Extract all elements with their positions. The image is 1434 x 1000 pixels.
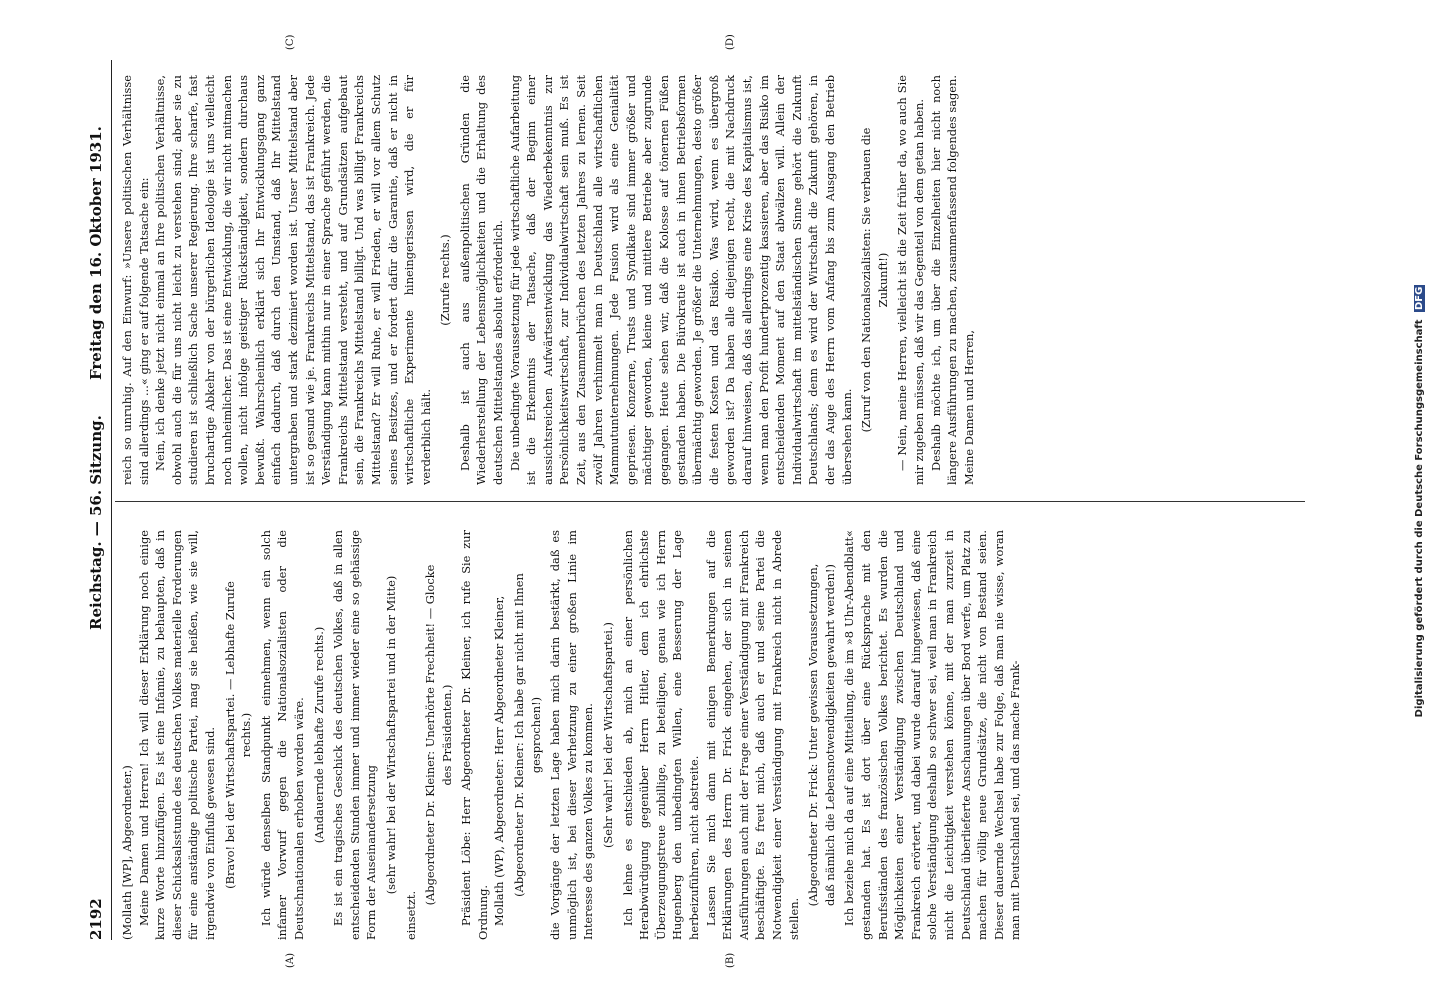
margin-mark: (C) xyxy=(285,34,296,50)
paragraph: Deshalb ist auch aus außenpolitischen Gründen die Wiederherstellung der Lebensmöglichkeiten und die Erhaltung des deutschen Mittelstandes absolut erforderlich. xyxy=(457,75,506,485)
paragraph: — Nein, meine Herren, vielleicht ist die Zeit früher da, wo auch Sie mir zugeben müssen, daß wir das Gegenteil von dem getan haben. xyxy=(895,75,926,485)
header-rule xyxy=(111,60,112,940)
rotated-page xyxy=(85,34,1325,968)
interjection: (Abgeordneter Dr. Kleiner: Ich habe gar nicht mit Ihnen gesprochen!) xyxy=(512,573,543,897)
interjection: (Andauernde lebhafte Zurufe rechts.) xyxy=(311,626,326,844)
margin-mark: (D) xyxy=(725,34,736,50)
header-center: Reichstag. — 56. Sitzung. xyxy=(87,415,105,630)
interjection: (Abgeordneter Dr. Frick: Unter gewissen Voraussetzungen, daß nämlich die Lebensnotwendigkeiten gewahrt werden!) xyxy=(806,563,837,907)
paragraph: Ich lehne es entschieden ab, mich an einer persönlichen Herabwürdigung gegenüber Herrn Hitler, dem ich ehrlichste Überzeugungstreue zubillige, zu beteiligen, genau wie ich Herrn Hugenberg den unbedingten Willen, eine Besserung der Lage herbeizuführen, nicht abstreite. xyxy=(620,530,701,940)
interjection: (Zurufe rechts.) xyxy=(438,234,453,326)
interjection: (Sehr wahr! bei der Wirtschaftspartei.) xyxy=(601,621,616,849)
dfg-logo: DFG xyxy=(1414,286,1425,310)
paragraph: Meine Damen und Herren! Ich will dieser Erklärung noch einige kurze Worte hinzufügen. Es ist eine Infamie, zu behaupten, daß in dieser Schicksalsstunde des deutschen Volkes materielle Forderungen für eine anständige politische Partei, mag sie heißen, wie sie will, irgendwie von Einfluß gewesen sind. xyxy=(136,530,217,940)
paragraph: Präsident Löbe: Herr Abgeordneter Dr. Kleiner, ich rufe Sie zur Ordnung. xyxy=(459,530,490,940)
paragraph: Ich beziehe mich da auf eine Mitteilung, die im »8 Uhr-Abendblatt« gestanden hat. Es ist dort über eine Rücksprache mit den Berufsständen des französischen Volkes berichtet. Es wurden die Möglichkeiten einer Verständigung zwischen Deutschland und Frankreich erörtert, und dabei wurde darauf hingewiesen, daß eine solche Verständigung deshalb so schwer sei, weil man in Frankreich nicht die Leichtigkeit verstehen könne, mit der man zurzeit in Deutschland überlieferte Anschauungen über Bord werfe, um Platz zu machen für völlig neue Grundsätze, die nicht von Bestand seien. Dieser dauernde Wechsel habe zur Folge, daß man nie wisse, woran man mit Deutschland sei, und das mache Frank- xyxy=(842,530,1023,940)
paragraph: einsetzt. xyxy=(403,890,418,940)
right-column xyxy=(119,75,977,485)
paragraph: Die unbedingte Voraussetzung für jede wirtschaftliche Aufarbeitung ist die Erkenntnis der Tatsache, daß der Beginn einer aussichtsreichen Aufwärtsentwicklung das Wiederbekenntnis zur Persönlichkeitswirtschaft, zur Individualwirtschaft sein muß. Es ist Zeit, aus den Zusammenbrüchen des letzten Jahres zu lernen. Seit zwölf Jahren verhimmelt man in Deutschland alle wirtschaftlichen Mammutunternehmungen. Jede Fusion wird als eine Genialität gepriesen. Konzerne, Trusts und Syndikate sind immer größer und mächtiger geworden, kleine und mittlere Betriebe aber zugrunde gegangen. Heute sehen wir, daß die Kolosse auf tönernen Füßen gestanden haben. Die Bürokratie ist auch in ihnen Betriebsformen übermächtig geworden. Je größer die Unternehmungen, desto größer die festen Kosten und das Risiko. Was wird, wenn es übergroß geworden ist? Da haben alle diejenigen recht, die mit Nachdruck darauf hinweisen, daß das allerdings eine Krise des Kapitalismus ist, wenn man den Profit hundertprozentig kassieren, aber das Risiko im entscheidenden Moment auf den Staat abwälzen will. Allein der Individualwirtschaft im mittelständischen Sinne gehört die Zukunft Deutschlands; denn es wird der Wirtschaft die Zukunft gehören, in der das Auge des Herrn vom Anfang bis zum Ausgang den Betrieb übersehen kann. xyxy=(507,75,854,485)
interjection: (Bravo! bei der Wirtschaftspartei. — Lebhafte Zurufe rechts.) xyxy=(222,581,254,889)
paragraph: Es ist ein tragisches Geschick des deutschen Volkes, daß in allen entscheidenden Stunden immer und immer wieder eine so gehässige Form der Auseinandersetzung xyxy=(331,530,379,940)
margin-mark: (B) xyxy=(725,952,736,968)
paragraph: Deshalb möchte ich, um über die Einzelheiten hier nicht noch längere Ausführungen zu machen, zusammenfassend folgendes sagen. Meine Damen und Herren, xyxy=(928,75,976,485)
paragraph: Ich würde denselben Standpunkt einnehmen, wenn ein solch infamer Vorwurf gegen die Nationalsozialisten oder die Deutschnationalen erhoben worden wäre. xyxy=(258,530,306,940)
paragraph: reich so unruhig. Auf den Einwurf: »Unsere politischen Verhältnisse sind allerdings ...« ging er auf folgende Tatsache ein: xyxy=(120,75,151,485)
column-divider xyxy=(115,501,1305,502)
header-date: Freitag den 16. Oktober 1931. xyxy=(87,126,105,380)
paragraph: die Vorgänge der letzten Lage haben mich darin bestärkt, daß es unmöglich ist, bei dieser Verhetzung zu einer großen Linie im Interesse des ganzen Volkes zu kommen. xyxy=(548,530,596,940)
left-column xyxy=(119,530,1024,940)
paragraph: (Mollath [WP], Abgeordneter.) xyxy=(120,765,134,940)
margin-mark: (A) xyxy=(285,952,296,968)
interjection: (Zuruf von den Nationalsozialisten: Sie verbauen die Zukunft!) xyxy=(859,127,890,433)
page-number: 2192 xyxy=(87,898,105,940)
paragraph: Lassen Sie mich dann mit einigen Bemerkungen auf die Erklärungen des Herrn Dr. Frick eingehen, der sich in seinen Ausführungen auch mit der Frage einer Verständigung mit Frankreich beschäftigte. Es freut mich, daß auch er und seine Partei die Notwendigkeit einer Verständigung mit Frankreich nicht in Abrede stellen. xyxy=(703,530,801,940)
interjection: (sehr wahr! bei der Wirtschaftspartei und in der Mitte) xyxy=(383,575,398,895)
footer-text: Digitalisierung gefördert durch die Deutsche Forschungsgemeinschaft xyxy=(1414,319,1425,718)
paragraph: Mollath (WP), Abgeordneter: Herr Abgeordneter Kleiner, xyxy=(492,595,507,926)
paragraph: Nein, ich denke jetzt nicht einmal an Ihre politischen Verhältnisse, obwohl auch die für uns nicht leicht zu verstehen sind; aber sie zu studieren ist schließlich Sache unserer Regierung. Ihre scharfe, fast bruchartige Abkehr von der bürgerlichen Ideologie ist uns vielleicht noch unheimlicher. Das ist eine Entwicklung, die wir nicht mitmachen wollen, nicht infolge geistiger Rückständigkeit, sondern durchaus bewußt. Wahrscheinlich erklärt sich Ihr Entwicklungsgang ganz einfach dadurch, daß durch den Umstand, daß Ihr Mittelstand untergraben und stark dezimiert worden ist. Unser Mittelstand aber ist so gesund wie je. Frankreichs Mittelstand, das ist Frankreich. Jede Verständigung kann mithin nur in einer Sprache geführt werden, die Frankreichs Mittelstand versteht, und auf Grundsätzen aufgebaut sein, die Frankreichs Mittelstand billigt. Und was billigt Frankreichs Mittelstand? Er will Ruhe, er will Frieden, er will vor allem Schutz seines Besitzes, und er fordert dafür die Garantie, daß er nicht in wirtschaftliche Experimente hineingerissen wird, die er für verderblich hält. xyxy=(153,75,433,485)
dfg-footer xyxy=(1414,6,1432,996)
running-header xyxy=(85,60,111,940)
interjection: (Abgeordneter Dr. Kleiner: Unerhörte Frechheit! — Glocke des Präsidenten.) xyxy=(423,564,454,906)
